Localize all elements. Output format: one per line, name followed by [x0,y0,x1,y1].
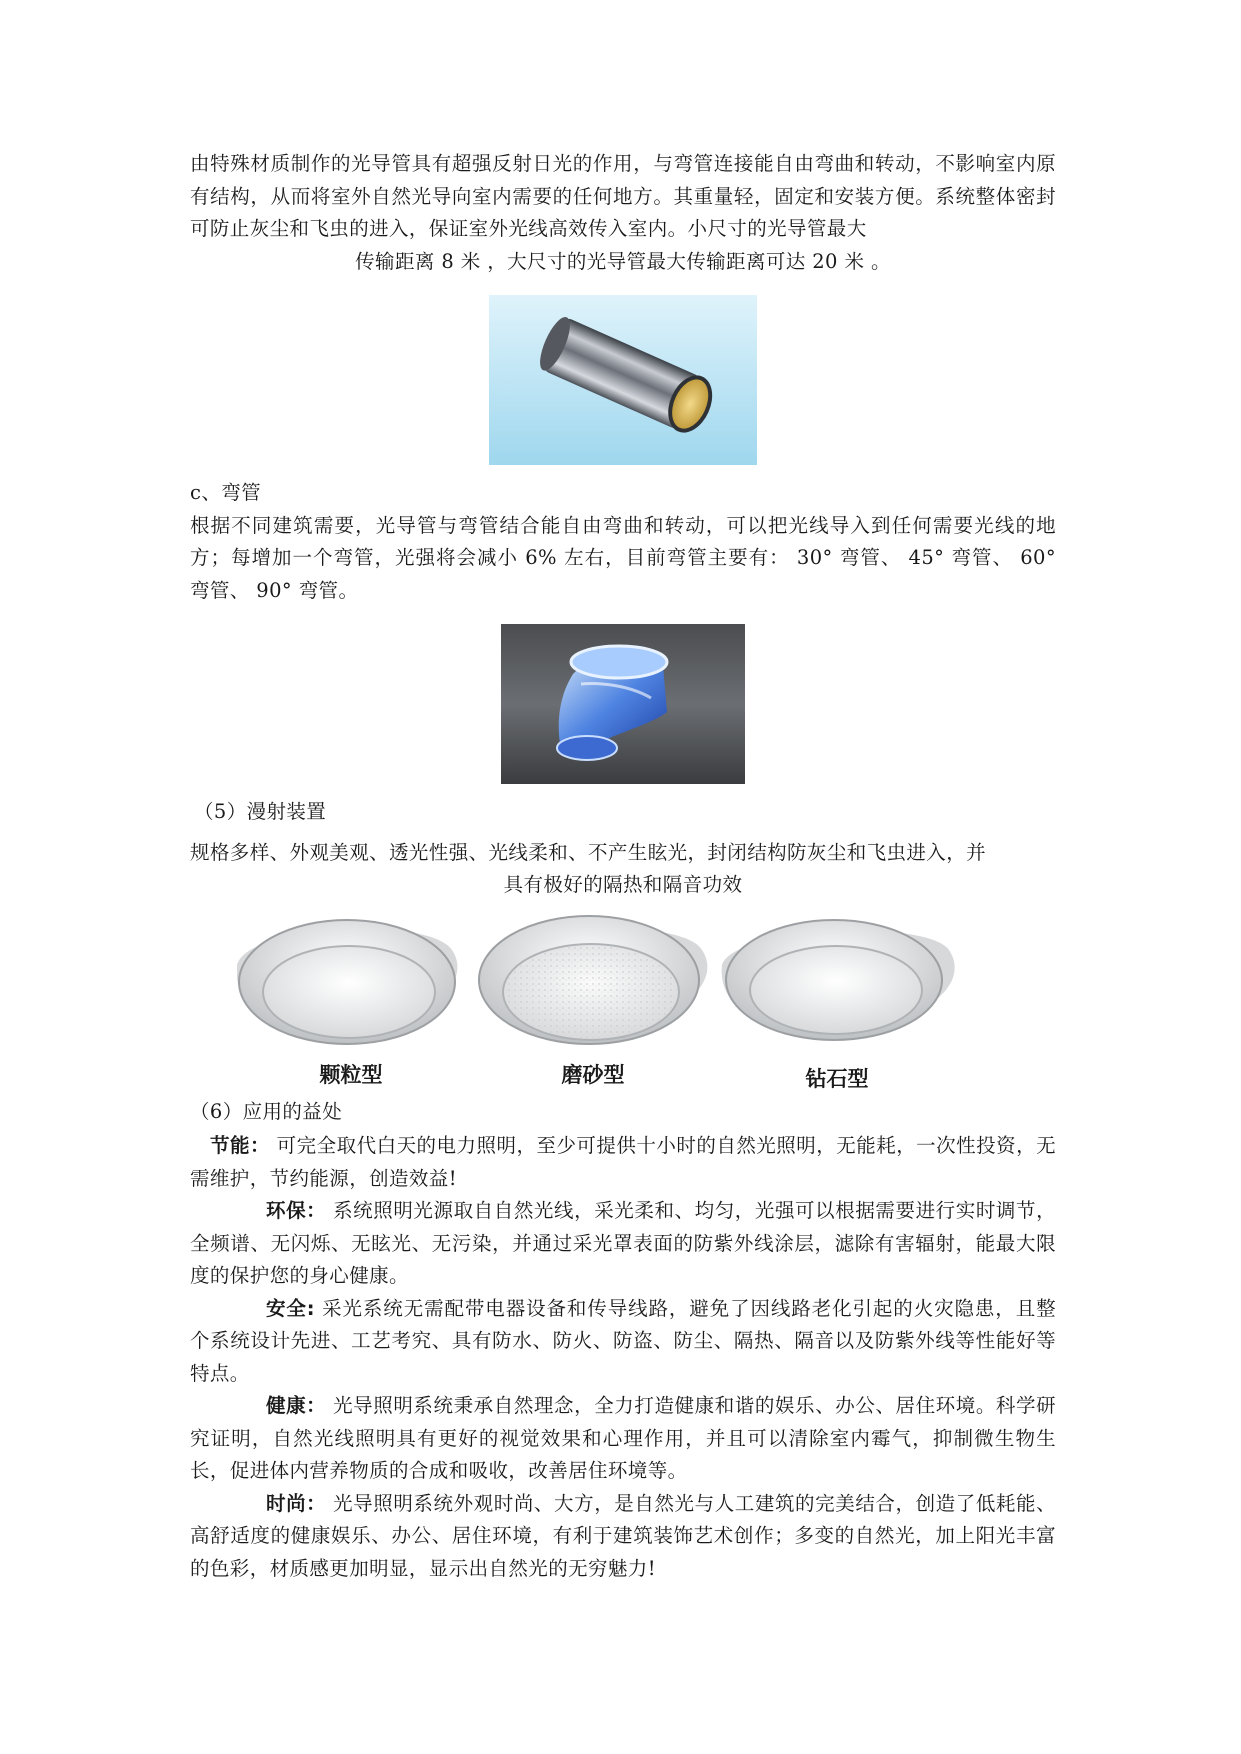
diffuser-types-image [237,910,1015,1100]
light-pipe-image [489,295,757,465]
benefit-text: 光导照明系统外观时尚、大方，是自然光与人工建筑的完美结合，创造了低耗能、高舒适度的健康娱乐、办公、居住环境，有利于建筑装饰艺术创作；多变的自然光，加上阳光丰富的色彩，材质感更加明显，显示出自然光的无穷魅力! [190,1491,1056,1580]
benefit-label: 安全: [266,1296,315,1320]
benefit-text: 系统照明光源取自自然光线，采光柔和、均匀，光强可以根据需要进行实时调节，全频谱、无闪烁、无眩光、无污染，并通过采光罩表面的防紫外线涂层，滤除有害辐射，能最大限度的保护您的身心健康。 [190,1199,1056,1287]
benefit-text: 光导照明系统秉承自然理念，全力打造健康和谐的娱乐、办公、居住环境。科学研究证明，自然光线照明具有更好的视觉效果和心理作用，并且可以清除室内霉气，抑制微生物生长，促进体内营养物质的合成和吸收，改善居住环境等。 [190,1394,1056,1482]
benefit-energy [190,1130,1056,1195]
benefit-text: 可完全取代白天的电力照明，至少可提供十小时的自然光照明，无能耗，一次性投资，无需维护，节约能源，创造效益! [190,1134,1056,1190]
elbow-pipe-image [501,624,745,784]
benefit-label: 节能： [210,1134,270,1157]
benefit-label: 健康： [266,1394,327,1417]
diffuser-label-granular: 颗粒型 [319,1062,383,1087]
section-c-body: 根据不同建筑需要，光导管与弯管结合能自由弯曲和转动，可以把光线导入到任何需要光线的地方；每增加一个弯管，光强将会减小 6% 左右，目前弯管主要有： 30° 弯管、 45° 弯管、 60° 弯管、 90° 弯管。 [190,513,1056,602]
benefit-fashion [190,1488,1056,1586]
diffuser-label-frosted: 磨砂型 [561,1062,625,1087]
section-c-title: c、弯管 [190,481,262,504]
benefit-label: 环保： [266,1199,327,1222]
benefit-safety [190,1293,1056,1391]
benefit-label: 时尚： [266,1491,327,1515]
benefit-text: 采光系统无需配带电器设备和传导线路，避免了因线路老化引起的火灾隐患，且整个系统设计先进、工艺考究、具有防水、防火、防盗、防尘、隔热、隔音以及防紫外线等性能好等特点。 [190,1296,1056,1385]
diffuser-label-diamond: 钻石型 [805,1066,869,1091]
intro-paragraph: 由特殊材质制作的光导管具有超强反射日光的作用，与弯管连接能自由弯曲和转动，不影响室内原有结构，从而将室外自然光导向室内需要的任何地方。其重量轻，固定和安装方便。系统整体密封可防止灰尘和飞虫的进入，保证室外光线高效传入室内。小尺寸的光导管最大 [190,152,1056,240]
section-5-body: 规格多样、外观美观、透光性强、光线柔和、不产生眩光，封闭结构防灰尘和飞虫进入，并 [190,840,987,864]
section-6-title: （6）应用的益处 [190,1099,343,1123]
benefit-health [190,1390,1056,1488]
benefit-environment [190,1195,1056,1293]
intro-paragraph-last-line: 传输距离 8 米 ，大尺寸的光导管最大传输距离可达 20 米 。 [355,249,891,273]
section-5-title: （5）漫射装置 [194,800,327,823]
document-page [190,148,1056,1585]
section-5-body-last-line: 具有极好的隔热和隔音功效 [503,873,743,896]
